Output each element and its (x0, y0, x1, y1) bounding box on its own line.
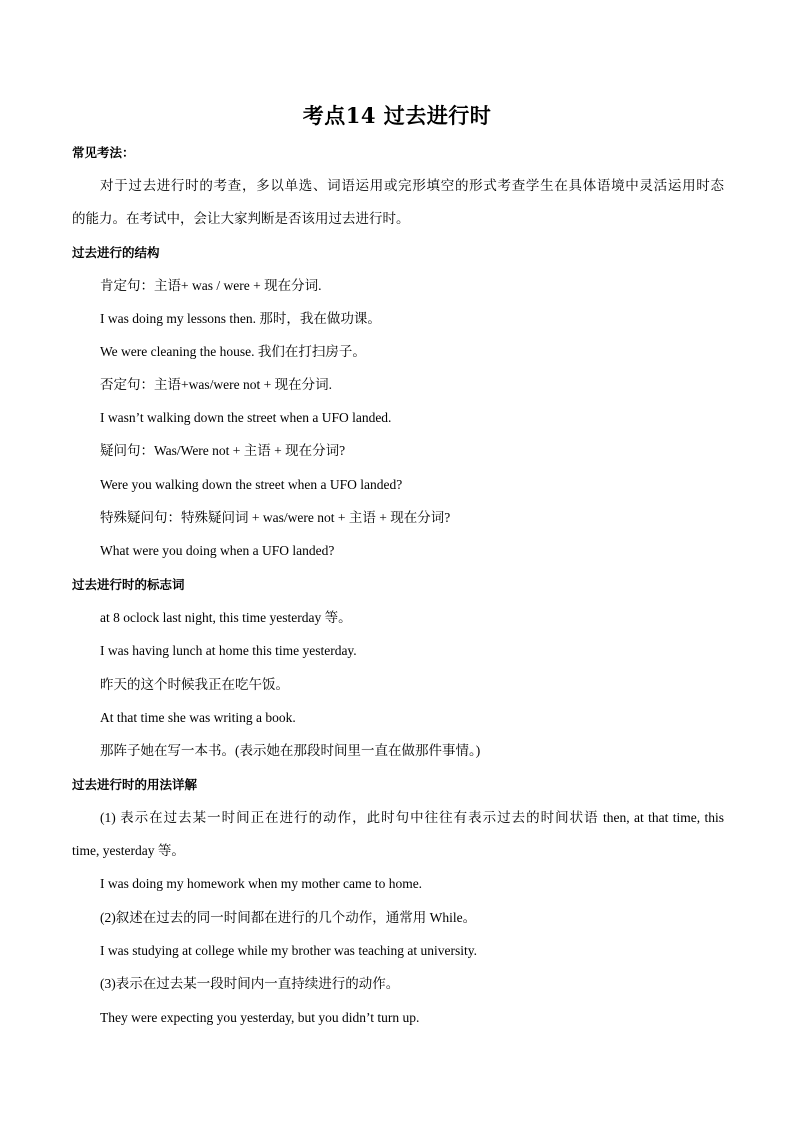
paragraph-line: (1) 表示在过去某一时间正在进行的动作，此时句中往往有表示过去的时间状语 then, at that time, this (100, 810, 724, 825)
text-line: at 8 oclock last night, this time yesterday 等。 (100, 610, 352, 625)
page-title: 考点14 过去进行时 (302, 103, 492, 128)
paragraph-line: time, yesterday 等。 (72, 843, 185, 858)
text-line: I was having lunch at home this time yesterday. (100, 643, 357, 658)
text-line: 特殊疑问句：特殊疑问词 + was/were not + 主语 + 现在分词? (100, 510, 451, 525)
text-line: 疑问句：Was/Were not + 主语 + 现在分词? (100, 443, 346, 458)
section-heading-structure: 过去进行的结构 (72, 245, 160, 260)
text-line: I wasn’t walking down the street when a UFO landed. (100, 410, 392, 425)
text-line: What were you doing when a UFO landed? (100, 543, 335, 558)
text-line: I was studying at college while my brother was teaching at university. (100, 943, 478, 958)
paragraph-line: 对于过去进行时的考查，多以单选、词语运用或完形填空的形式考查学生在具体语境中灵活运用时态 (100, 178, 724, 193)
text-line: They were expecting you yesterday, but you didn’t turn up. (100, 1010, 420, 1025)
text-line: 昨天的这个时候我正在吃午饭。 (100, 677, 289, 692)
text-line: I was doing my homework when my mother came to home. (100, 876, 423, 891)
text-line: 否定句：主语+was/were not + 现在分词. (100, 377, 332, 392)
paragraph-line: 的能力。在考试中，会让大家判断是否该用过去进行时。 (72, 211, 410, 226)
text-line: At that time she was writing a book. (100, 710, 296, 725)
text-line: I was doing my lessons then. 那时，我在做功课。 (100, 311, 381, 326)
section-heading-common: 常见考法： (72, 145, 135, 160)
text-line: Were you walking down the street when a UFO landed? (100, 477, 403, 492)
section-heading-markers: 过去进行时的标志词 (72, 577, 185, 592)
text-line: (3)表示在过去某一段时间内一直持续进行的动作。 (100, 976, 400, 991)
section-heading-usage: 过去进行时的用法详解 (72, 777, 198, 792)
text-line: (2)叙述在过去的同一时间都在进行的几个动作，通常用 While。 (100, 910, 477, 925)
text-line: 肯定句：主语+ was / were + 现在分词. (100, 278, 322, 293)
text-line: We were cleaning the house. 我们在打扫房子。 (100, 344, 366, 359)
text-line: 那阵子她在写一本书。(表示她在那段时间里一直在做那件事情。) (100, 743, 481, 758)
